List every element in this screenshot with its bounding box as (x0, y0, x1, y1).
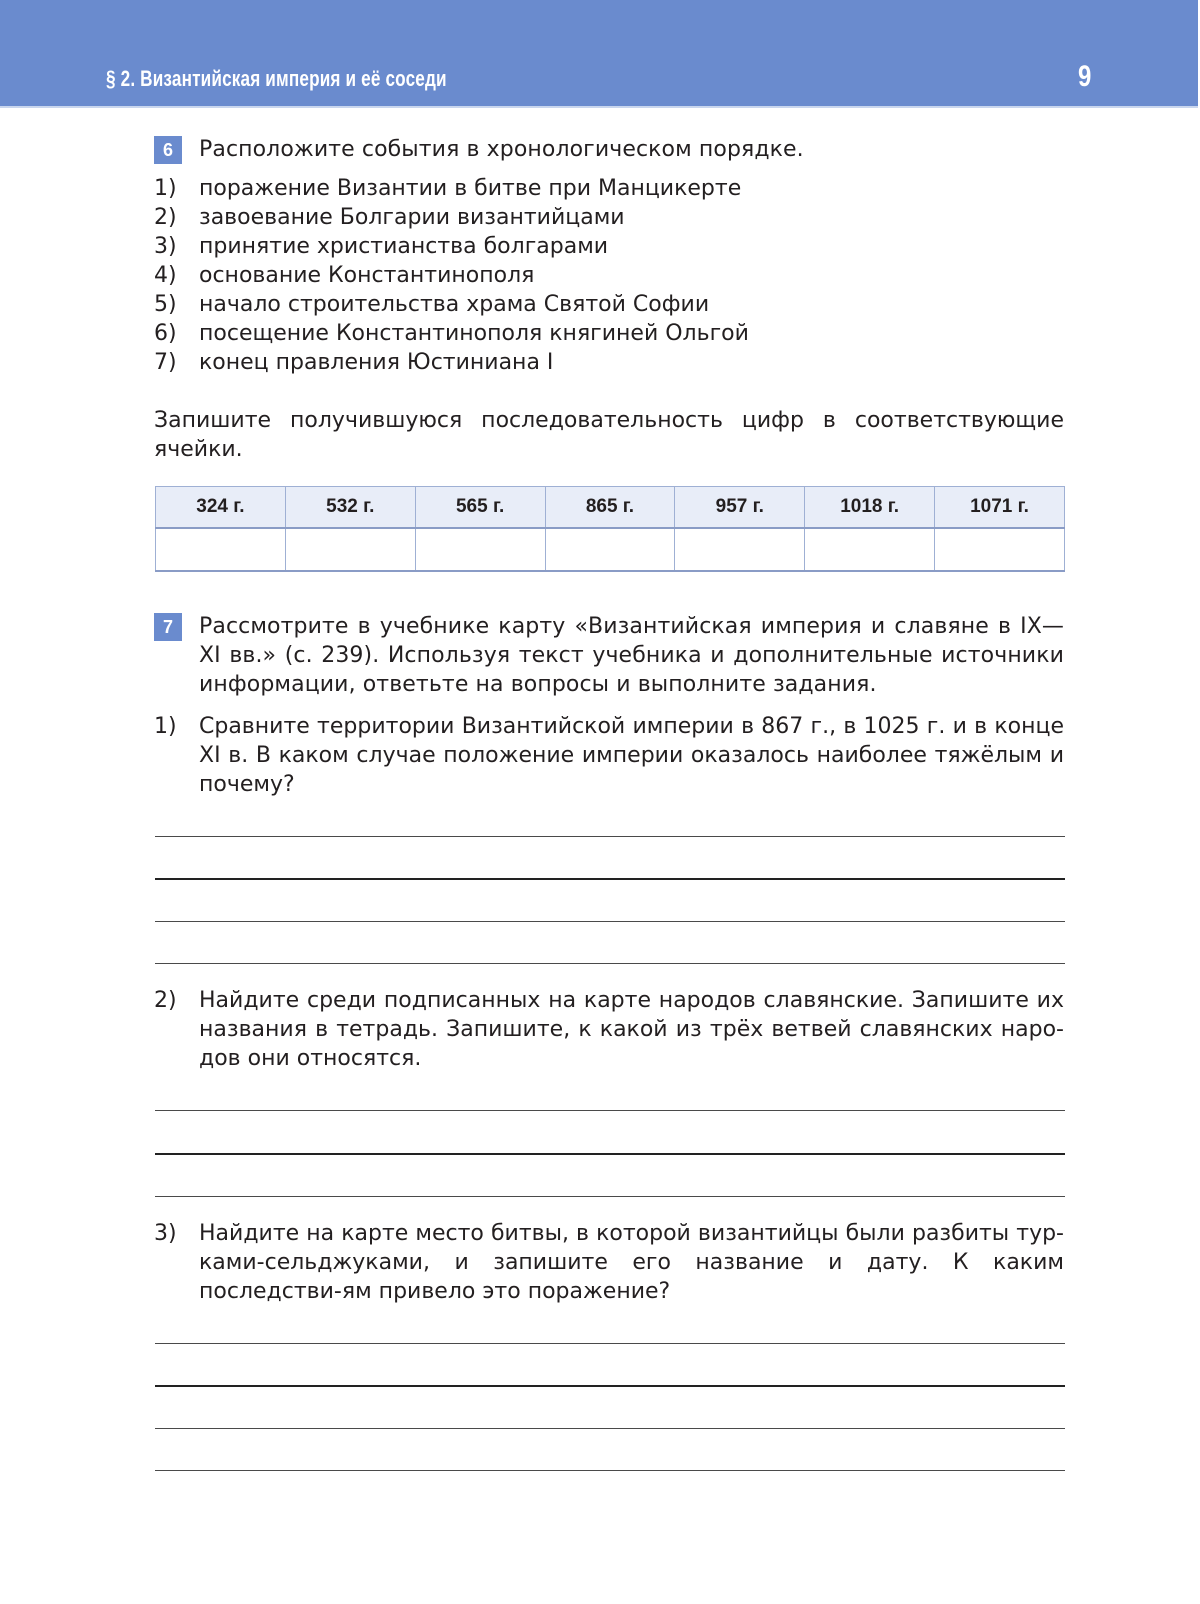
task-6-heading (154, 135, 1064, 165)
answer-cell[interactable] (545, 528, 675, 571)
question-number: 2) (154, 988, 177, 1013)
list-item (154, 174, 749, 203)
question-3 (154, 1219, 1064, 1309)
answer-line[interactable] (155, 1343, 1065, 1344)
answer-line[interactable] (155, 1470, 1065, 1471)
answer-line[interactable] (155, 878, 1065, 880)
answer-line[interactable] (155, 836, 1065, 837)
item-number: 1) (154, 176, 177, 201)
answer-cell[interactable] (935, 528, 1065, 571)
year-header: 324 г. (156, 487, 286, 529)
answer-line[interactable] (155, 921, 1065, 922)
header-band (0, 0, 1198, 108)
item-number: 3) (154, 234, 177, 259)
question-text: Сравните территории Византийской империи в 867 г., в 1025 г. и в конце XI в. В каком случае положение империи оказалось наиболее тяжёлым и почему? (199, 714, 1064, 797)
item-number: 6) (154, 321, 177, 346)
list-item (154, 290, 749, 319)
list-item (154, 261, 749, 290)
item-number: 2) (154, 205, 177, 230)
task-7-prompt: Рассмотрите в учебнике карту «Византийская империя и славяне в IX—XI вв.» (с. 239). Используя текст учебника и дополнительные источники информации, ответьте на вопросы и выполните задания. (199, 614, 1064, 697)
answer-cell[interactable] (156, 528, 286, 571)
year-header: 957 г. (675, 487, 805, 529)
answer-line[interactable] (155, 1110, 1065, 1111)
question-text: Найдите среди подписанных на карте народов славянские. Запишите их названия в тетрадь. Запишите, к какой из трёх ветвей славянских наро-дов они относятся. (199, 988, 1064, 1071)
item-number: 4) (154, 263, 177, 288)
year-header: 1071 г. (935, 487, 1065, 529)
answer-line[interactable] (155, 1196, 1065, 1197)
year-header: 532 г. (285, 487, 415, 529)
question-2 (154, 986, 1064, 1076)
event-text: посещение Константинополя княгиней Ольгой (199, 321, 749, 346)
answer-cell[interactable] (805, 528, 935, 571)
event-text: начало строительства храма Святой Софии (199, 292, 710, 317)
answer-line[interactable] (155, 1428, 1065, 1429)
section-title: § 2. Византийская империя и её соседи (106, 66, 447, 91)
event-list (154, 174, 749, 377)
event-text: поражение Византии в битве при Манцикерте (199, 176, 742, 201)
instruction-line-1: Запишите получившуюся последовательность цифр в соответствующие (154, 408, 1064, 433)
instruction-line-2: ячейки. (154, 437, 243, 462)
item-number: 5) (154, 292, 177, 317)
event-text: основание Константинополя (199, 263, 535, 288)
task-6-prompt: Расположите события в хронологическом порядке. (199, 137, 804, 162)
page-number: 9 (1078, 60, 1092, 93)
question-number: 3) (154, 1221, 177, 1246)
task-number-badge: 7 (154, 613, 182, 641)
list-item (154, 232, 749, 261)
question-number: 1) (154, 714, 177, 739)
event-text: принятие христианства болгарами (199, 234, 609, 259)
event-text: завоевание Болгарии византийцами (199, 205, 625, 230)
task-number-badge: 6 (154, 136, 182, 164)
list-item (154, 203, 749, 232)
table-row (156, 528, 1065, 571)
table-header-row (156, 487, 1065, 529)
year-header: 865 г. (545, 487, 675, 529)
answer-line[interactable] (155, 963, 1065, 964)
task-7-heading (154, 612, 1064, 702)
item-number: 7) (154, 350, 177, 375)
answer-cell[interactable] (285, 528, 415, 571)
answer-line[interactable] (155, 1153, 1065, 1155)
answer-cell[interactable] (675, 528, 805, 571)
question-text: Найдите на карте место битвы, в которой византийцы были разбиты тур-ками-сельджуками, и запишите его название и дату. К каким последстви-ям привело это поражение? (199, 1221, 1064, 1304)
answer-cell[interactable] (415, 528, 545, 571)
question-1 (154, 712, 1064, 802)
table-instruction (154, 406, 1064, 464)
answer-line[interactable] (155, 1385, 1065, 1387)
year-header: 565 г. (415, 487, 545, 529)
event-text: конец правления Юстиниана I (199, 350, 554, 375)
year-header: 1018 г. (805, 487, 935, 529)
list-item (154, 348, 749, 377)
list-item (154, 319, 749, 348)
chronology-table (155, 486, 1065, 572)
